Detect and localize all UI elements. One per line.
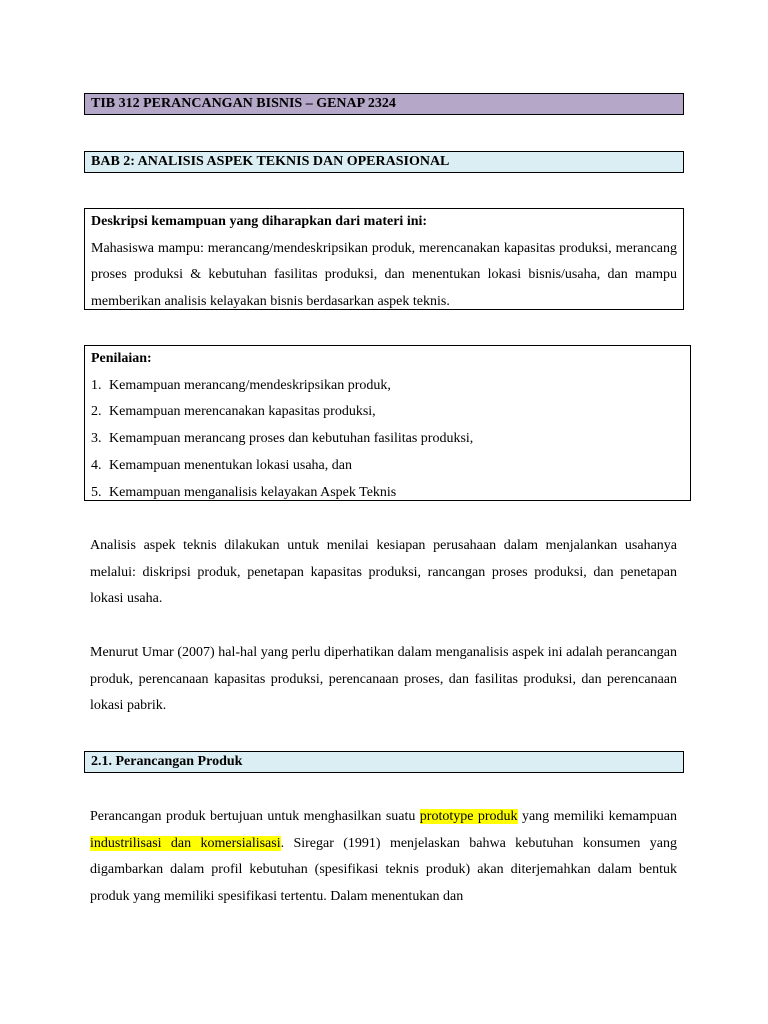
item-text: Kemampuan menganalisis kelayakan Aspek Teknis bbox=[109, 484, 397, 500]
section-header: 2.1. Perancangan Produk bbox=[84, 751, 684, 773]
assessment-item bbox=[91, 453, 684, 480]
highlighted-text: industrilisasi dan komersialisasi bbox=[90, 835, 281, 851]
item-number: 5. bbox=[91, 484, 102, 500]
chapter-header: BAB 2: ANALISIS ASPEK TEKNIS DAN OPERASIONAL bbox=[84, 151, 684, 173]
assessment-item bbox=[91, 373, 684, 400]
item-text: Kemampuan menentukan lokasi usaha, dan bbox=[109, 457, 352, 473]
description-box bbox=[84, 208, 684, 310]
intro-paragraph: Analisis aspek teknis dilakukan untuk menilai kesiapan perusahaan dalam menjalankan usahanya melalui: diskripsi produk, penetapan kapasitas produksi, rancangan proses produksi, dan penetapan lokasi usaha. bbox=[90, 538, 677, 607]
text-segment: Perancangan produk bertujuan untuk menghasilkan suatu bbox=[90, 809, 420, 824]
description-text: Mahasiswa mampu: merancang/mendeskripsikan produk, merencanakan kapasitas produksi, merancang proses produksi & kebutuhan fasilitas produksi, dan menentukan lokasi bisnis/usaha, dan mampu memberikan analisis kelayakan bisnis berdasarkan aspek teknis. bbox=[91, 240, 677, 310]
assessment-box bbox=[84, 345, 691, 501]
highlighted-text: prototype produk bbox=[419, 809, 518, 824]
assessment-item bbox=[91, 399, 684, 426]
assessment-item bbox=[91, 480, 684, 507]
product-design-paragraph bbox=[90, 804, 677, 911]
text-segment: . Siregar (1991) menjelaskan bahwa kebutuhan konsumen yang digambarkan dalam profil kebutuhan (spesifikasi teknis produk) akan diterjemahkan dalam bentuk produk yang memiliki spesifikasi tertentu. Dalam menentukan dan bbox=[90, 835, 677, 905]
assessment-title: Penilaian: bbox=[91, 351, 152, 366]
course-header: TIB 312 PERANCANGAN BISNIS – GENAP 2324 bbox=[84, 93, 684, 115]
description-title: Deskripsi kemampuan yang diharapkan dari materi ini: bbox=[91, 214, 428, 229]
item-number: 4. bbox=[91, 457, 102, 473]
umar-paragraph: Menurut Umar (2007) hal-hal yang perlu diperhatikan dalam menganalisis aspek ini adalah perancangan produk, perencanaan kapasitas produksi, perencanaan proses, dan fasilitas produksi, dan perencanaan lokasi pabrik. bbox=[90, 645, 677, 714]
item-number: 1. bbox=[91, 377, 102, 393]
item-number: 3. bbox=[91, 431, 102, 447]
text-segment: yang memiliki kemampuan bbox=[517, 809, 678, 824]
item-number: 2. bbox=[91, 404, 102, 420]
assessment-item bbox=[91, 426, 684, 453]
item-text: Kemampuan merencanakan kapasitas produksi, bbox=[109, 404, 376, 420]
item-text: Kemampuan merancang proses dan kebutuhan fasilitas produksi, bbox=[109, 431, 474, 447]
assessment-list bbox=[91, 373, 684, 507]
item-text: Kemampuan merancang/mendeskripsikan produk, bbox=[109, 377, 391, 393]
